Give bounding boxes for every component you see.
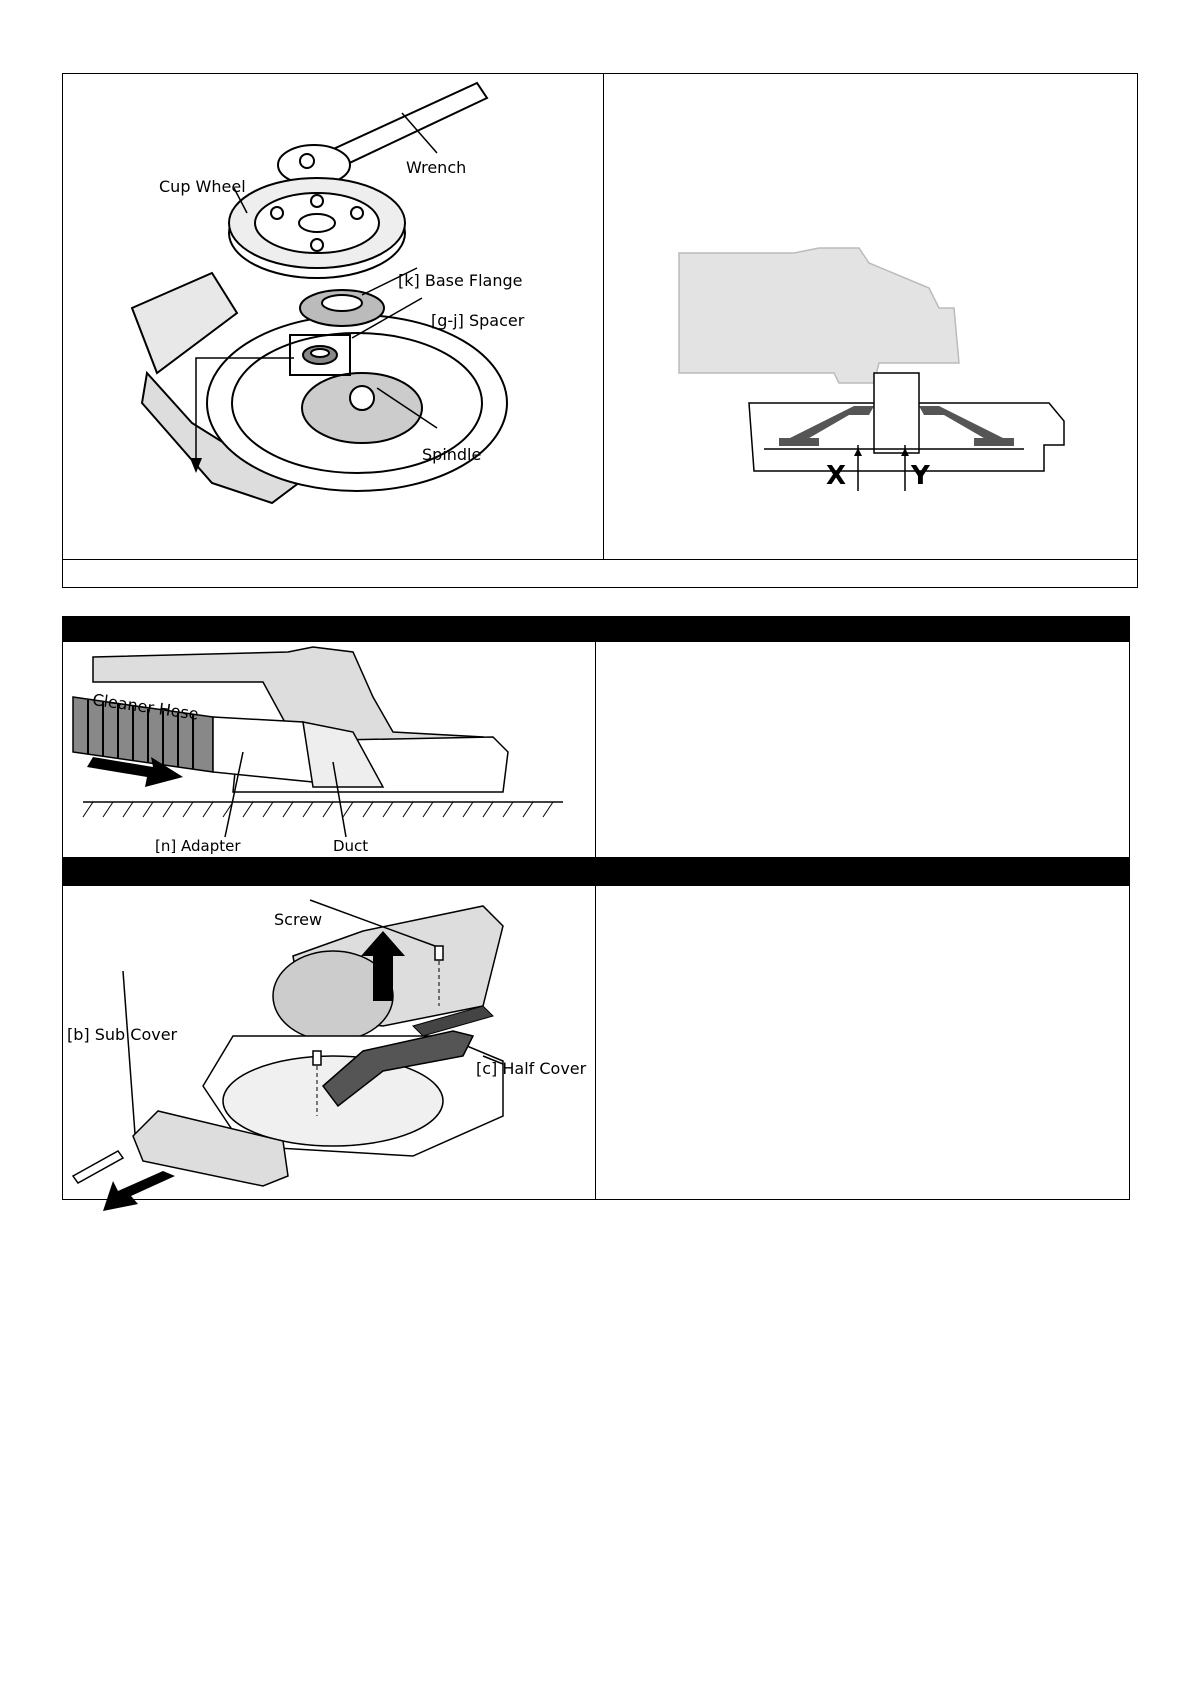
cross-section-illustration: [604, 73, 1138, 560]
section3-divider-vertical: [595, 885, 596, 1200]
x-dimension-label: X: [826, 461, 847, 491]
wrench-label: Wrench: [406, 158, 467, 177]
screwdriver-icon: [73, 1151, 123, 1183]
section1-caption-row: [62, 559, 1138, 588]
base-flange-label: [k] Base Flange: [398, 271, 523, 290]
half-cover-label: [c] Half Cover: [476, 1059, 587, 1078]
section3-header-bar: [62, 858, 1130, 886]
spindle-label: Spindle: [422, 445, 482, 464]
down-left-arrow-icon: [103, 1171, 175, 1211]
grinder-body-section-icon: [679, 248, 1064, 471]
y-dimension-label: Y: [911, 461, 930, 491]
cup-wheel-icon: [229, 178, 405, 278]
base-flange-icon: [300, 290, 384, 326]
adapter-icon: [213, 717, 313, 782]
section2-divider-vertical: [595, 641, 596, 858]
sub-cover-label: [b] Sub Cover: [67, 1025, 178, 1044]
spacer-label: [g-j] Spacer: [431, 311, 525, 330]
cup-wheel-label: Cup Wheel: [159, 177, 246, 196]
section2-header-bar: [62, 616, 1130, 642]
cleaner-hose-label: Cleaner Hose: [91, 690, 200, 724]
duct-label: Duct: [333, 837, 369, 855]
adapter-label: [n] Adapter: [155, 837, 241, 855]
screw-label: Screw: [274, 910, 323, 929]
cleaner-hose-illustration: [63, 642, 595, 857]
